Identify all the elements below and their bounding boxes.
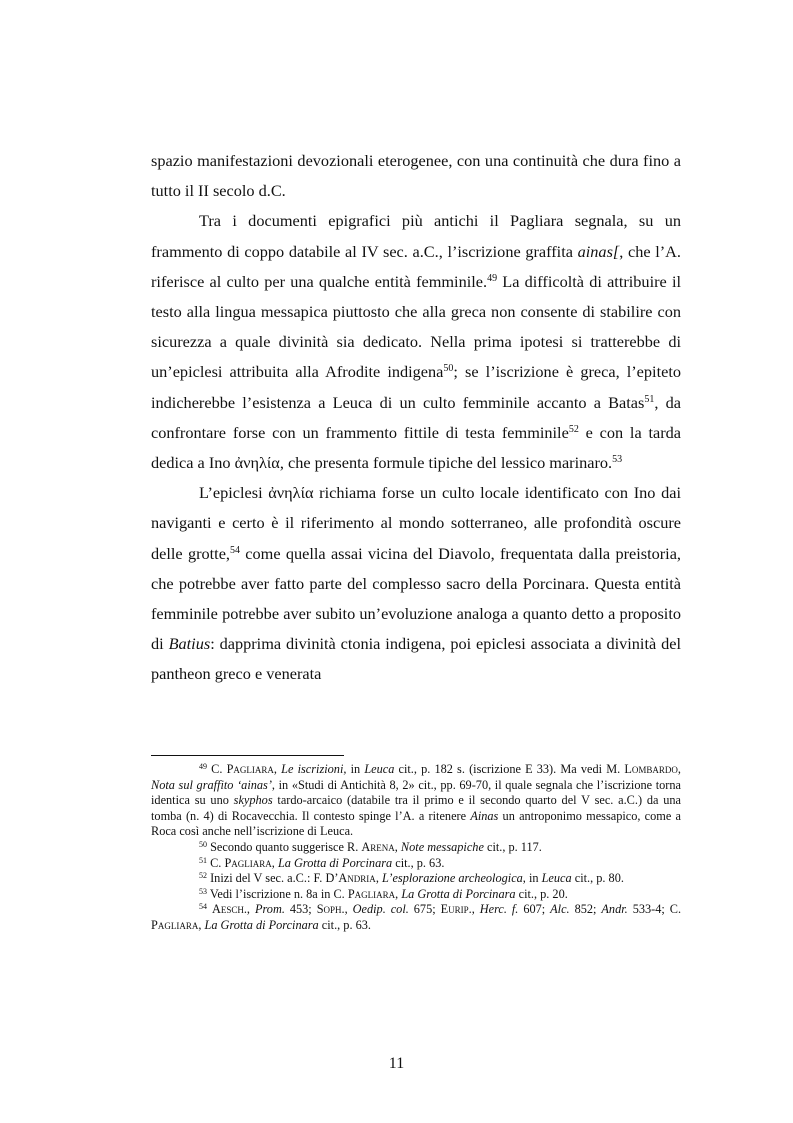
text-run: , che l’A. riferisce al culto per una qualche entità femminile. xyxy=(151,241,681,291)
footnote-ref[interactable]: 52 xyxy=(568,423,579,435)
italic-term: skyphos xyxy=(233,793,273,808)
author-name: Pagliara xyxy=(226,762,274,776)
text-run: : dapprima divinità ctonia indigena, poi epiclesi associata a divinità del pantheon greco e venerata xyxy=(151,634,681,684)
text-run: L’epiclesi ἀνηλία richiama forse un culto locale identificato con Ino dai naviganti e certo è il riferimento al mondo sotterraneo, alle profondità oscure delle grotte, xyxy=(151,483,681,563)
footnote-separator xyxy=(151,755,344,756)
footnote-number: 49 xyxy=(199,762,207,771)
work-title: Leuca xyxy=(364,762,395,776)
work-title: Nota sul graffito ‘ainas’ xyxy=(151,777,272,792)
paragraph xyxy=(151,206,681,478)
footnote: $^{52}$ Inizi del V sec. a.C.: F. D’Andria, L’esplorazione archeologica, in Leuca cit., p. 80. xyxy=(199,871,624,886)
paragraph xyxy=(151,146,681,206)
footnote: $^{54}$ Aesch., Prom. 453; Soph., Oedip. col. 675; Eurip., Herc. f. 607; Alc. 852; Andr. 533-4; C. Pagliara, La Grotta di Porcinara cit., p. 63. xyxy=(151,902,682,932)
author-name: Andria xyxy=(338,871,376,886)
text-run: spazio manifestazioni devozionali eterogenee, con una continuità che dura fino a tutto il II secolo d.C. xyxy=(151,151,681,201)
footnote: $^{50}$ Secondo quanto suggerisce R. Arena, Note messapiche cit., p. 117. xyxy=(199,839,542,854)
author-name: Eurip. xyxy=(440,902,472,917)
footnote-ref[interactable]: 50 xyxy=(443,363,454,375)
work-title: Leuca xyxy=(541,871,572,886)
text-run: Tra i documenti epigrafici più antichi il Pagliara segnala, su un frammento di coppo databile al IV sec. a.C., l’iscrizione graffita xyxy=(151,211,681,261)
text-run: come quella assai vicina del Diavolo, frequentata dalla preistoria, che potrebbe aver fatto parte del complesso sacro della Porcinara. Questa entità femminile potrebbe aver subito un’evoluzione analoga a quanto detto a proposito di xyxy=(151,543,681,654)
footnote-ref[interactable]: 54 xyxy=(230,544,240,556)
footnote: $^{53}$ Vedi l’iscrizione n. 8a in C. Pagliara, La Grotta di Porcinara cit., p. 20. xyxy=(199,886,568,901)
work-title: Andr. xyxy=(601,902,628,917)
author-name: Pagliara xyxy=(151,917,199,932)
footnote-ref[interactable]: 53 xyxy=(612,454,623,466)
italic-term: Batius xyxy=(168,634,211,654)
italic-term: Ainas xyxy=(470,808,499,823)
text-run: La difficoltà di attribuire il testo alla lingua messapica piuttosto che alla greca non consente di stabilire con sicurezza a quale divinità sia dedicato. Nella prima ipotesi si tratterebbe di un’epiclesi attribuita alla Afrodite indigena xyxy=(151,271,681,382)
work-title: Note messapiche xyxy=(400,839,484,854)
work-title: Le iscrizioni, xyxy=(281,762,347,776)
footnote: $^{49}$ C. Pagliara, Le iscrizioni, in Leuca cit., p. 182 s. (iscrizione E 33). Ma vedi M. Lombardo, Nota sul graffito ‘ainas’, in «Studi di Antichità 8, 2» cit., pp. 69-70, il quale segnala che l’iscrizione torna identica su uno skyphos tardo-arcaico (databile tra il primo e il secondo quarto del V sec. a.C.) da una tomba (n. 4) di Rocavecchia. Il contesto spinge l’A. a ritenere Ainas un antroponimo messapico, come a Roca così anche nell’iscrizione di Leuca. xyxy=(151,762,681,839)
author-name: Pagliara xyxy=(224,855,272,870)
author-name: Arena xyxy=(361,839,395,854)
author-name: Soph. xyxy=(316,902,345,917)
text-run: , da confrontare forse con un frammento fittile di testa femminile xyxy=(151,392,681,442)
author-name: Lombardo xyxy=(624,762,678,776)
work-title: La Grotta di Porcinara xyxy=(277,855,393,870)
footnote-number: 53 xyxy=(199,886,207,896)
footnote-number: 54 xyxy=(199,902,207,912)
paragraph xyxy=(151,478,681,689)
footnotes xyxy=(151,762,681,934)
footnote-number: 50 xyxy=(199,839,207,849)
author-name: Aesch. xyxy=(211,902,247,917)
footnote-ref[interactable]: 49 xyxy=(487,272,498,284)
work-title: Alc. xyxy=(550,902,570,917)
work-title: La Grotta di Porcinara xyxy=(204,917,319,932)
footnote-ref[interactable]: 51 xyxy=(644,393,655,405)
work-title: Herc. f. xyxy=(479,902,519,917)
text-run: ; se l’iscrizione è greca, l’epiteto indicherebbe l’esistenza a Leuca di un culto femminile accanto a Batas xyxy=(151,362,681,412)
footnote-number: 52 xyxy=(199,871,207,881)
footnote-number: 51 xyxy=(199,855,207,865)
work-title: La Grotta di Porcinara xyxy=(401,886,516,901)
work-title: Oedip. col. xyxy=(352,902,409,917)
work-title: Prom. xyxy=(254,902,285,917)
text-run: e con la tarda dedica a Ino ἀνηλία, che presenta formule tipiche del lessico marinaro. xyxy=(151,422,681,473)
work-title: L’esplorazione archeologica xyxy=(381,871,523,886)
page-number: 11 xyxy=(388,1055,405,1072)
footnote: $^{51}$ C. Pagliara, La Grotta di Porcinara cit., p. 63. xyxy=(199,855,445,870)
main-text xyxy=(151,146,681,690)
italic-term: ainas[ xyxy=(577,241,620,261)
author-name: Pagliara xyxy=(347,886,396,901)
